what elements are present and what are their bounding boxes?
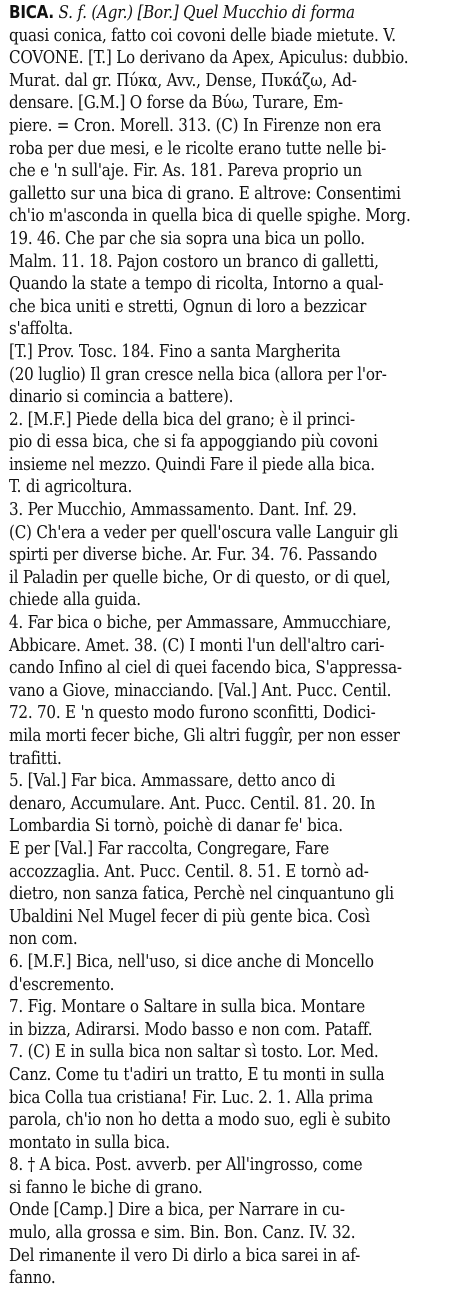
- entry-body: [9, 25, 469, 1290]
- text-line: che e 'n sull'aje. Fir. As. 181. Pareva proprio un: [9, 161, 362, 182]
- text-line: Abbicare. Amet. 38. (C) I monti l'un dell'altro cari-: [9, 635, 385, 656]
- text-line: 72. 70. E 'n questo modo furono sconfitti, Dodici-: [9, 703, 376, 724]
- text-line: (C) Ch'era a veder per quell'oscura valle Languir gli: [9, 522, 398, 543]
- text-line: (20 luglio) Il gran cresce nella bica (allora per l'or-: [9, 364, 387, 385]
- text-line: non com.: [9, 929, 78, 950]
- text-line: 19. 46. Che par che sia sopra una bica un pollo.: [9, 228, 365, 249]
- text-line: 4. Far bica o biche, per Ammassare, Ammucchiare,: [9, 613, 392, 634]
- text-line: pio di essa bica, che si fa appoggiando più covoni: [9, 432, 378, 453]
- text-line: montato in sulla bica.: [9, 1132, 170, 1153]
- text-line: s'affolta.: [9, 319, 73, 340]
- entry-first-line-text: S. f. (Agr.) [Bor.] Quel Mucchio di forma: [53, 3, 355, 23]
- text-line: 7. Fig. Montare o Saltare in sulla bica. Montare: [9, 997, 365, 1018]
- text-line: Quando la state a tempo di ricolta, Intorno a qual-: [9, 274, 384, 295]
- text-line: 3. Per Mucchio, Ammassamento. Dant. Inf. 29.: [9, 500, 357, 521]
- text-line: chiede alla guida.: [9, 590, 141, 611]
- text-line: il Paladin per quelle biche, Or di questo, or di quel,: [9, 567, 391, 588]
- text-line: che bica uniti e stretti, Ognun di loro a bezzicar: [9, 296, 367, 317]
- text-line: fanno.: [9, 1268, 56, 1289]
- text-line: spirti per diverse biche. Ar. Fur. 34. 76. Passando: [9, 545, 377, 566]
- text-line: Onde [Camp.] Dire a bica, per Narrare in cu-: [9, 1200, 345, 1221]
- text-line: roba per due mesi, e le ricolte erano tutte nelle bi-: [9, 138, 386, 159]
- text-line: d'escremento.: [9, 974, 115, 995]
- text-line: T. di agricoltura.: [9, 477, 133, 498]
- text-line: parola, ch'io non ho detta a modo suo, egli è subito: [9, 1110, 391, 1131]
- text-line: 6. [M.F.] Bica, nell'uso, si dice anche di Moncello: [9, 951, 374, 972]
- text-line: dietro, non sanza fatica, Perchè nel cinquantuno gli: [9, 884, 394, 905]
- text-line: trafitti.: [9, 748, 62, 769]
- text-line: accozzaglia. Ant. Pucc. Centil. 8. 51. E tornò ad-: [9, 861, 369, 882]
- text-line: galletto sur una bica di grano. E altrove: Consentimi: [9, 183, 401, 204]
- text-line: Canz. Come tu t'adiri un tratto, E tu monti in sulla: [9, 1064, 385, 1085]
- text-line: dinario si comincia a battere).: [9, 387, 234, 408]
- text-line: Lombardia Si tornò, poichè di danar fe' bica.: [9, 816, 343, 837]
- text-line: 7. (C) E in sulla bica non saltar sì tosto. Lor. Med.: [9, 1042, 379, 1063]
- text-line: quasi conica, fatto coi covoni delle biade mietute. V.: [9, 25, 396, 46]
- text-line: si fanno le biche di grano.: [9, 1177, 203, 1198]
- text-line: ch'io m'asconda in quella bica di quelle spighe. Morg.: [9, 206, 411, 227]
- text-line: bica Colla tua cristiana! Fir. Luc. 2. 1. Alla prima: [9, 1087, 373, 1108]
- text-line: [T.] Prov. Tosc. 184. Fino a santa Margherita: [9, 341, 341, 362]
- text-line: Ubaldini Nel Mugel fecer di più gente bica. Così: [9, 906, 370, 927]
- text-line: COVONE. [T.] Lo derivano da Apex, Apiculus: dubbio.: [9, 48, 409, 69]
- text-line: in bizza, Adirarsi. Modo basso e non com. Pataff.: [9, 1019, 373, 1040]
- text-line: Malm. 11. 18. Pajon costoro un branco di galletti,: [9, 251, 379, 272]
- text-line: 5. [Val.] Far bica. Ammassare, detto anco di: [9, 771, 336, 792]
- text-line: vano a Giove, minacciando. [Val.] Ant. Pucc. Centil.: [9, 680, 392, 701]
- text-line: piere. = Cron. Morell. 313. (C) In Firenze non era: [9, 115, 382, 136]
- text-line: 2. [M.F.] Piede della bica del grano; è il princi-: [9, 409, 355, 430]
- text-line: 8. † A bica. Post. avverb. per All'ingrosso, come: [9, 1155, 363, 1176]
- text-line: insieme nel mezzo. Quindi Fare il piede alla bica.: [9, 454, 375, 475]
- text-line: E per [Val.] Far raccolta, Congregare, Fare: [9, 838, 330, 859]
- text-line: cando Infino al ciel di quei facendo bica, S'appressa-: [9, 658, 402, 679]
- entry-first-line: [9, 2, 468, 25]
- text-line: mila morti fecer biche, Gli altri fuggîr, per non esser: [9, 726, 400, 746]
- text-line: Murat. dal gr. Πύκα, Avv., Dense, Πυκάζω, Ad-: [9, 70, 357, 91]
- text-line: mulo, alla grossa e sim. Bin. Bon. Canz. IV. 32.: [9, 1223, 356, 1244]
- headword: BICA.: [9, 3, 54, 23]
- text-line: Del rimanente il vero Di dirlo a bica sarei in af-: [9, 1245, 361, 1266]
- text-line: densare. [G.M.] O forse da Βύω, Turare, Em-: [9, 93, 343, 114]
- text-line: denaro, Accumulare. Ant. Pucc. Centil. 81. 20. In: [9, 793, 376, 814]
